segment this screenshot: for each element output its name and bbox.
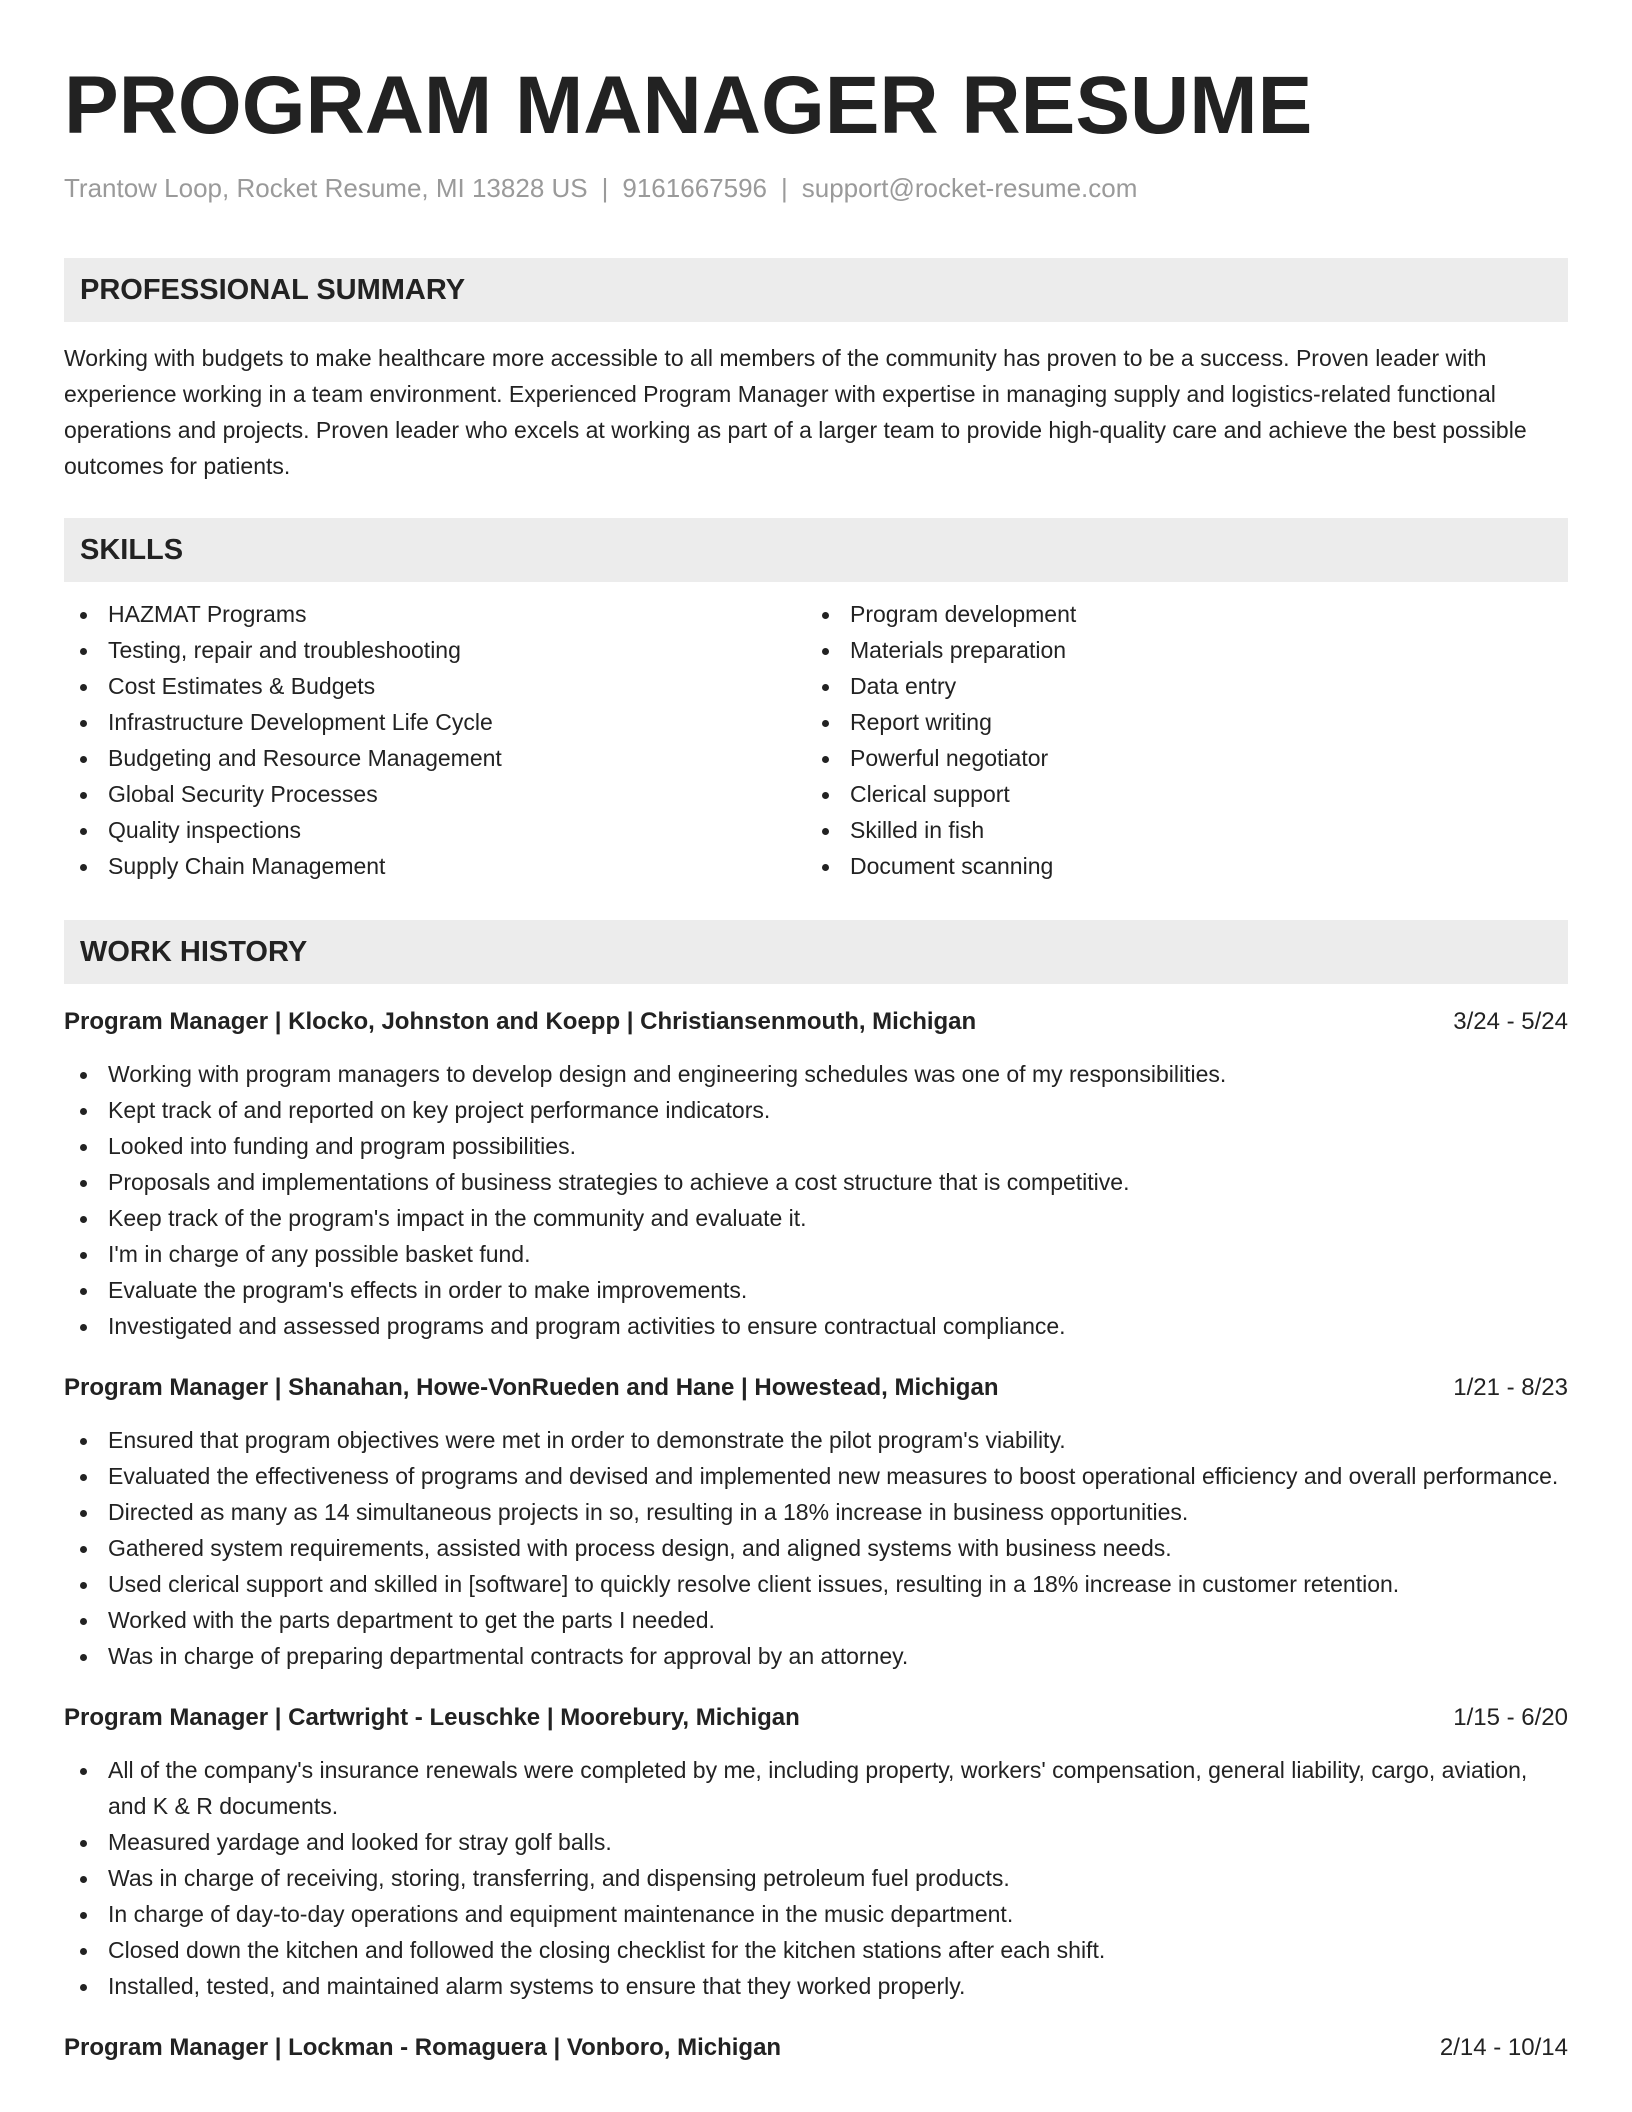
skill-item: Program development [806, 596, 1548, 632]
contact-email: support@rocket-resume.com [801, 173, 1138, 203]
job-entry [64, 1700, 1568, 2004]
job-bullet: I'm in charge of any possible basket fund. [64, 1236, 1568, 1272]
skill-item: Powerful negotiator [806, 740, 1548, 776]
job-bullet: Working with program managers to develop design and engineering schedules was one of my responsibilities. [64, 1056, 1568, 1092]
section-header-summary: PROFESSIONAL SUMMARY [64, 258, 1568, 322]
job-title: Program Manager | Klocko, Johnston and Koepp | Christiansenmouth, Michigan [64, 1008, 977, 1035]
skills-column-left [64, 596, 806, 884]
job-title: Program Manager | Lockman - Romaguera | Vonboro, Michigan [64, 2034, 782, 2061]
job-bullet: Kept track of and reported on key project performance indicators. [64, 1092, 1568, 1128]
section-header-skills: SKILLS [64, 518, 1568, 582]
job-header [64, 1370, 1568, 1406]
job-bullet: Evaluate the program's effects in order to make improvements. [64, 1272, 1568, 1308]
job-header [64, 1700, 1568, 1736]
skill-item: Materials preparation [806, 632, 1548, 668]
skill-item: Cost Estimates & Budgets [64, 668, 806, 704]
job-bullet: Worked with the parts department to get the parts I needed. [64, 1602, 1568, 1638]
contact-phone: 9161667596 [622, 173, 767, 203]
section-header-work-history: WORK HISTORY [64, 920, 1568, 984]
skills-column-right [806, 596, 1548, 884]
job-bullet: In charge of day-to-day operations and equipment maintenance in the music department. [64, 1896, 1568, 1932]
job-dates: 2/14 - 10/14 [1439, 2034, 1568, 2061]
job-bullet: Closed down the kitchen and followed the closing checklist for the kitchen stations after each shift. [64, 1932, 1568, 1968]
job-bullet: Evaluated the effectiveness of programs and devised and implemented new measures to boost operational efficiency and overall performance. [64, 1458, 1568, 1494]
skill-item: Global Security Processes [64, 776, 806, 812]
job-bullet: Measured yardage and looked for stray golf balls. [64, 1824, 1568, 1860]
skill-item: Document scanning [806, 848, 1548, 884]
job-bullet: Installed, tested, and maintained alarm systems to ensure that they worked properly. [64, 1968, 1568, 2004]
job-bullets [64, 1056, 1568, 1344]
job-dates: 3/24 - 5/24 [1453, 1008, 1568, 1035]
skill-item: Clerical support [806, 776, 1548, 812]
skill-item: HAZMAT Programs [64, 596, 806, 632]
skill-item: Budgeting and Resource Management [64, 740, 806, 776]
summary-text: Working with budgets to make healthcare more accessible to all members of the community has proven to be a success. Proven leader with experience working in a team environment. Experienced Program Manager with expertise in managing supply and logistics-related functional operations and projects. Proven leader who excels at working as part of a larger team to provide high-quality care and achieve the best possible outcomes for patients. [64, 345, 1527, 479]
job-bullet: Ensured that program objectives were met in order to demonstrate the pilot program's viability. [64, 1422, 1568, 1458]
job-entry [64, 1004, 1568, 1344]
job-bullet: Directed as many as 14 simultaneous projects in so, resulting in a 18% increase in business opportunities. [64, 1494, 1568, 1530]
job-bullets [64, 1422, 1568, 1674]
skill-item: Testing, repair and troubleshooting [64, 632, 806, 668]
skills-list [64, 596, 1568, 884]
job-header [64, 1004, 1568, 1040]
job-bullets [64, 1752, 1568, 2004]
job-bullet: Proposals and implementations of business strategies to achieve a cost structure that is competitive. [64, 1164, 1568, 1200]
job-bullet: Looked into funding and program possibilities. [64, 1128, 1568, 1164]
skill-item: Skilled in fish [806, 812, 1548, 848]
job-bullet: Keep track of the program's impact in the community and evaluate it. [64, 1200, 1568, 1236]
job-bullet: Gathered system requirements, assisted with process design, and aligned systems with business needs. [64, 1530, 1568, 1566]
resume-content [64, 56, 1568, 2066]
job-bullet: Was in charge of preparing departmental contracts for approval by an attorney. [64, 1638, 1568, 1674]
resume-title: PROGRAM MANAGER RESUME [64, 60, 1313, 151]
job-entry [64, 1370, 1568, 1674]
job-dates: 1/15 - 6/20 [1453, 1704, 1568, 1731]
skill-item: Quality inspections [64, 812, 806, 848]
job-bullet: Investigated and assessed programs and program activities to ensure contractual compliance. [64, 1308, 1568, 1344]
job-entry [64, 2030, 1568, 2066]
contact-address: Trantow Loop, Rocket Resume, MI 13828 US [64, 173, 588, 203]
job-bullet: All of the company's insurance renewals were completed by me, including property, workers' compensation, general liability, cargo, aviation, and K & R documents. [64, 1752, 1568, 1824]
job-bullet: Was in charge of receiving, storing, transferring, and dispensing petroleum fuel products. [64, 1860, 1568, 1896]
job-title: Program Manager | Cartwright - Leuschke | Moorebury, Michigan [64, 1704, 800, 1731]
contact-line [64, 170, 1568, 206]
job-bullet: Used clerical support and skilled in [software] to quickly resolve client issues, resulting in a 18% increase in customer retention. [64, 1566, 1568, 1602]
contact-separator: | [601, 173, 609, 203]
job-dates: 1/21 - 8/23 [1453, 1374, 1568, 1401]
skill-item: Infrastructure Development Life Cycle [64, 704, 806, 740]
skill-item: Report writing [806, 704, 1548, 740]
job-header [64, 2030, 1568, 2066]
work-history-list [64, 1004, 1568, 2066]
skill-item: Data entry [806, 668, 1548, 704]
contact-separator: | [781, 173, 788, 203]
skill-item: Supply Chain Management [64, 848, 806, 884]
job-title: Program Manager | Shanahan, Howe-VonRueden and Hane | Howestead, Michigan [64, 1374, 999, 1401]
